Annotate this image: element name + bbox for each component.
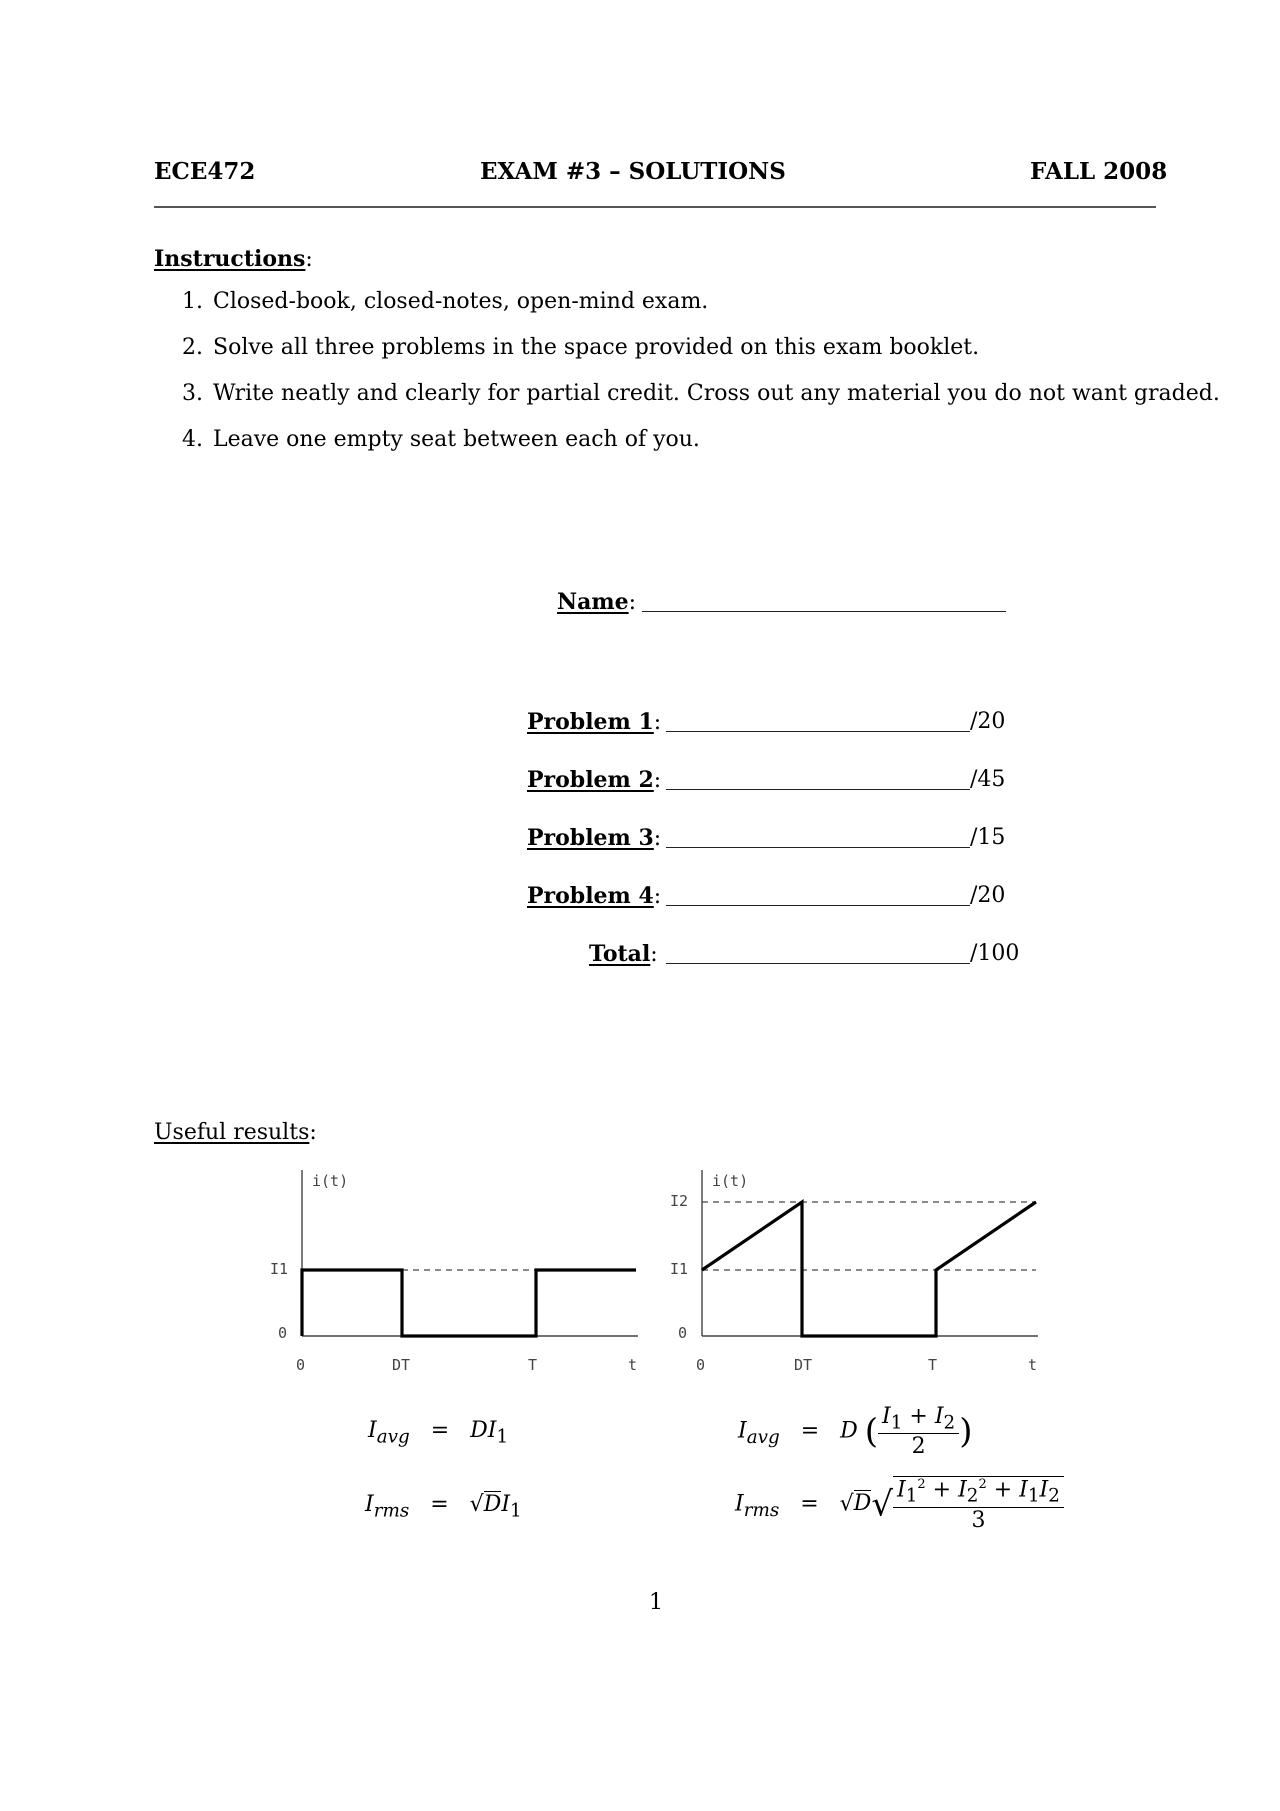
item-text: Closed-book, closed-notes, open-mind exam. [213, 289, 709, 314]
useful-results-heading: Useful results [154, 1120, 310, 1145]
score-max: /15 [970, 825, 1006, 850]
score-max: /45 [970, 767, 1006, 792]
instructions-heading: Instructions [154, 246, 306, 272]
name-label: Name [557, 589, 629, 615]
pulse-waveform [302, 1270, 636, 1336]
x-tick-label: 0 [696, 1356, 706, 1374]
zero-label: 0 [278, 1324, 288, 1342]
trapezoid-waveform [702, 1202, 1036, 1336]
exam-title: EXAM #3 – SOLUTIONS [480, 158, 786, 185]
level-label: I1 [670, 1260, 689, 1278]
y-axis-label: i(t) [712, 1172, 749, 1190]
score-label: Total [589, 941, 651, 967]
x-tick-label: DT [392, 1356, 411, 1374]
name-label-wrap: Name: [557, 589, 637, 615]
formula-iavg-trapezoid: $I_{avg} = D$ ( $\frac{I_1 + I_2}{2}$ ) [738, 1404, 973, 1460]
item-number: 1. [182, 289, 203, 314]
x-tick-label: T [928, 1356, 938, 1374]
score-label-wrap: Total: [589, 941, 658, 967]
score-label-wrap: Problem 4: [527, 883, 662, 909]
zero-label: 0 [678, 1324, 688, 1342]
item-text: Write neatly and clearly for partial credit. Cross out any material you do not want graded. [213, 381, 1220, 406]
score-label-wrap: Problem 1: [527, 709, 662, 735]
score-label: Problem 2 [527, 767, 654, 793]
formula-irms-pulse: $I_{rms} = √DI_1$ [365, 1492, 522, 1522]
score-label-wrap: Problem 2: [527, 767, 662, 793]
item-number: 3. [182, 381, 203, 406]
score-label-wrap: Problem 3: [527, 825, 662, 851]
score-max: /100 [970, 941, 1020, 966]
pulse-waveform-graph [270, 1170, 638, 1374]
score-label: Problem 1 [527, 709, 654, 735]
score-max: /20 [970, 883, 1006, 908]
x-tick-label: 0 [296, 1356, 306, 1374]
score-label: Problem 3 [527, 825, 654, 851]
top-label: I2 [670, 1192, 689, 1210]
item-number: 4. [182, 427, 203, 452]
item-text: Leave one empty seat between each of you. [213, 427, 700, 452]
trapezoid-waveform-graph [670, 1170, 1038, 1374]
item-number: 2. [182, 335, 203, 360]
course-code: ECE472 [154, 158, 256, 185]
colon: : [305, 247, 313, 272]
item-text: Solve all three problems in the space provided on this exam booklet. [213, 335, 980, 360]
formula-iavg-pulse: $I_{avg} = DI_1$ [368, 1418, 509, 1448]
score-label: Problem 4 [527, 883, 654, 909]
y-axis-label: i(t) [312, 1172, 349, 1190]
page-number: 1 [649, 1590, 663, 1615]
score-max: /20 [970, 709, 1006, 734]
exam-term: FALL 2008 [1030, 158, 1168, 185]
useful-results-heading-wrap: Useful results: [154, 1120, 317, 1145]
level-label: I1 [270, 1260, 289, 1278]
x-tick-label: DT [794, 1356, 813, 1374]
x-tick-label: T [528, 1356, 538, 1374]
formula-irms-trapezoid: $I_{rms} = √D√$ $\frac{I_1^2 + I_2^2 + I_1I_2}{3}$ [735, 1476, 1064, 1533]
x-tick-label: t [628, 1356, 638, 1374]
x-tick-label: t [1028, 1356, 1038, 1374]
